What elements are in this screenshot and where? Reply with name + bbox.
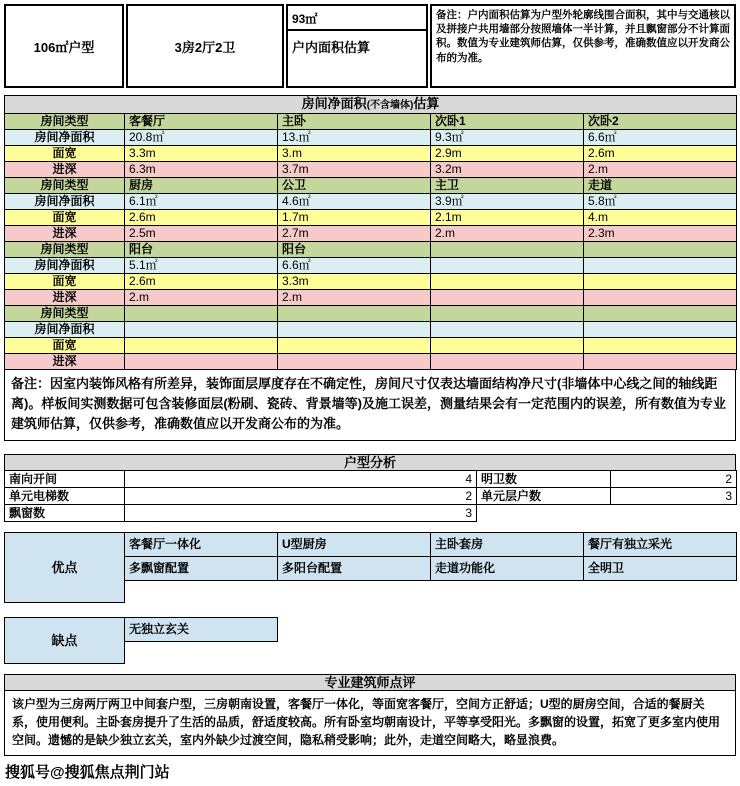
empty-cell (584, 642, 737, 664)
cons-label: 缺点 (5, 618, 125, 664)
unit-type-box (4, 4, 124, 88)
analysis-table (4, 470, 737, 522)
title-paren: (不含墙体) (366, 100, 414, 111)
empty-cell (431, 642, 584, 664)
room-table-footnote: 备注：因室内装饰风格有所差异，装饰面层厚度存在不确定性，房间尺寸仅表达墙面结构净尺寸(非墙体中心线之间的轴线距离)。样板间实测数据可包含装修面层(粉刷、瓷砖、背景墙等)及施工误差，测量结果会有一定范围内的误差，所有数值为专业建筑师估算，仅供参考，准确数值应以开发商公布的为准。 (4, 370, 736, 441)
analysis-label: 单元层户数 (477, 488, 611, 505)
review-section (4, 674, 736, 756)
row-label: 房间净面积 (5, 194, 125, 210)
table-row (5, 338, 737, 354)
width-cell: 2.1m (431, 210, 584, 226)
row-label: 房间类型 (5, 306, 125, 322)
empty-cell (278, 642, 431, 664)
table-row (5, 226, 737, 242)
room-type-cell: 次卧1 (431, 114, 584, 130)
table-row (5, 354, 737, 370)
pro-item: 餐厅有独立采光 (584, 533, 737, 557)
pro-item: 多飘窗配置 (125, 557, 278, 581)
row-label: 房间类型 (5, 178, 125, 194)
row-label: 进深 (5, 290, 125, 306)
table-row (5, 162, 737, 178)
table-row (5, 322, 737, 338)
table-row (5, 258, 737, 274)
depth-cell (431, 354, 584, 370)
analysis-value: 3 (125, 505, 477, 522)
empty-cell (278, 618, 431, 642)
net-area-cell: 3.9㎡ (431, 194, 584, 210)
review-title-bar: 专业建筑师点评 (4, 674, 736, 691)
room-type-cell (278, 306, 431, 322)
depth-cell (584, 354, 737, 370)
room-type-cell: 阳台 (125, 242, 278, 258)
width-cell: 2.9m (431, 146, 584, 162)
net-area-cell: 5.8㎡ (584, 194, 737, 210)
row-label: 进深 (5, 354, 125, 370)
empty-cell (584, 618, 737, 642)
width-cell: 3.3m (278, 274, 431, 290)
table-row (5, 306, 737, 322)
room-type-cell: 次卧2 (584, 114, 737, 130)
net-area-cell (431, 258, 584, 274)
row-label: 面宽 (5, 338, 125, 354)
empty-cell (125, 642, 278, 664)
depth-cell: 2.5m (125, 226, 278, 242)
depth-cell: 2.7m (278, 226, 431, 242)
row-label: 房间类型 (5, 242, 125, 258)
analysis-title-bar: 户型分析 (4, 454, 736, 471)
row-label: 进深 (5, 162, 125, 178)
pros-row (5, 533, 737, 557)
net-area-cell: 6.6㎡ (584, 130, 737, 146)
width-cell: 3.3m (125, 146, 278, 162)
width-cell (431, 338, 584, 354)
top-header (4, 4, 736, 88)
review-text: 该户型为三房两厅两卫中间套户型，三房朝南设置，客餐厅一体化，等面宽客餐厅，空间方正舒适；U型的厨房空间，合适的餐厨关系，使用便利。主卧套房提升了生活的品质，舒适度较高。所有卧室均朝南设计，平等享受阳光。多飘窗的设置，拓宽了更多室内使用空间。遗憾的是缺少独立玄关，室内外缺少过渡空间，隐私稍受影响；此外，走道空间略大，略显浪费。 (4, 690, 736, 756)
watermark: 搜狐号@搜狐焦点荆门站 (5, 764, 170, 782)
room-type-cell: 主卧 (278, 114, 431, 130)
room-type-cell (584, 242, 737, 258)
net-area-cell (125, 322, 278, 338)
width-cell: 3.m (278, 146, 431, 162)
layout-box (126, 4, 284, 88)
empty-cell (477, 505, 611, 522)
net-area-cell (584, 322, 737, 338)
analysis-value: 2 (125, 488, 477, 505)
room-type-cell: 厨房 (125, 178, 278, 194)
net-area-cell (278, 322, 431, 338)
unit-type-label: 106㎡户型 (33, 39, 95, 55)
row-label: 面宽 (5, 274, 125, 290)
net-area-cell: 13.㎡ (278, 130, 431, 146)
table-row (5, 290, 737, 306)
pro-item: U型厨房 (278, 533, 431, 557)
depth-cell: 3.2m (431, 162, 584, 178)
analysis-row (5, 488, 737, 505)
depth-cell: 2.m (431, 226, 584, 242)
table-row (5, 274, 737, 290)
net-area-cell (584, 258, 737, 274)
table-row (5, 114, 737, 130)
width-cell (278, 338, 431, 354)
analysis-label: 明卫数 (477, 471, 611, 488)
width-cell: 2.6m (125, 210, 278, 226)
net-area-cell: 5.1㎡ (125, 258, 278, 274)
title-tail: 估算 (413, 96, 440, 111)
room-table-title (5, 96, 737, 114)
width-cell (431, 274, 584, 290)
empty-cell (278, 581, 431, 603)
width-cell (125, 338, 278, 354)
room-area-table (4, 95, 737, 370)
table-row (5, 146, 737, 162)
table-row (5, 130, 737, 146)
room-type-cell: 阳台 (278, 242, 431, 258)
net-area-cell: 9.3㎡ (431, 130, 584, 146)
row-label: 房间净面积 (5, 258, 125, 274)
header-note: 备注：户内面积估算为户型外轮廓线围合面积，其中与交通核以及拼接户共用墙部分按照墙体一半计算，并且飘窗部分不计算面积。数值为专业建筑师估算，仅供参考，准确数值应以开发商公布的为准。 (430, 4, 736, 88)
width-cell: 1.7m (278, 210, 431, 226)
net-area-cell: 4.6㎡ (278, 194, 431, 210)
net-area-cell: 6.1㎡ (125, 194, 278, 210)
empty-cell (431, 581, 584, 603)
analysis-label: 飘窗数 (5, 505, 125, 522)
depth-cell (278, 354, 431, 370)
indoor-area-label: 户内面积估算 (292, 40, 371, 55)
empty-cell (125, 581, 278, 603)
net-area-cell: 6.6㎡ (278, 258, 431, 274)
row-label: 进深 (5, 226, 125, 242)
depth-cell: 6.3m (125, 162, 278, 178)
layout-label: 3房2厅2卫 (174, 39, 236, 55)
room-type-cell: 主卫 (431, 178, 584, 194)
depth-cell (584, 290, 737, 306)
pro-item: 全明卫 (584, 557, 737, 581)
width-cell: 2.6m (584, 146, 737, 162)
depth-cell (125, 354, 278, 370)
depth-cell: 2.m (584, 162, 737, 178)
analysis-label: 单元电梯数 (5, 488, 125, 505)
net-area-cell (431, 322, 584, 338)
table-row (5, 194, 737, 210)
depth-cell: 3.7m (278, 162, 431, 178)
cons-table (4, 617, 737, 664)
row-label: 房间净面积 (5, 130, 125, 146)
analysis-value: 3 (611, 488, 737, 505)
net-area-cell: 20.8㎡ (125, 130, 278, 146)
empty-cell (584, 581, 737, 603)
depth-cell: 2.3m (584, 226, 737, 242)
room-type-cell: 公卫 (278, 178, 431, 194)
analysis-section (4, 454, 736, 522)
depth-cell: 2.m (125, 290, 278, 306)
room-type-cell: 走道 (584, 178, 737, 194)
analysis-value: 4 (125, 471, 477, 488)
analysis-value: 2 (611, 471, 737, 488)
analysis-row (5, 471, 737, 488)
pro-item: 主卧套房 (431, 533, 584, 557)
indoor-area-box (286, 4, 428, 88)
room-type-cell: 客餐厅 (125, 114, 278, 130)
width-cell (584, 338, 737, 354)
pro-item: 多阳台配置 (278, 557, 431, 581)
title-main: 房间净面积 (301, 96, 367, 111)
depth-cell: 2.m (278, 290, 431, 306)
room-type-cell (584, 306, 737, 322)
pro-item: 走道功能化 (431, 557, 584, 581)
table-row (5, 242, 737, 258)
width-cell (584, 274, 737, 290)
empty-cell (431, 618, 584, 642)
row-label: 房间净面积 (5, 322, 125, 338)
table-row (5, 178, 737, 194)
row-label: 面宽 (5, 210, 125, 226)
con-item: 无独立玄关 (125, 618, 278, 642)
room-table-title-row (5, 96, 737, 114)
width-cell: 4.m (584, 210, 737, 226)
pros-label: 优点 (5, 533, 125, 603)
pros-table (4, 532, 737, 603)
width-cell: 2.6m (125, 274, 278, 290)
row-label: 面宽 (5, 146, 125, 162)
room-type-cell (431, 306, 584, 322)
cons-row (5, 618, 737, 642)
room-type-cell (125, 306, 278, 322)
depth-cell (431, 290, 584, 306)
analysis-row (5, 505, 737, 522)
analysis-label: 南向开间 (5, 471, 125, 488)
row-label: 房间类型 (5, 114, 125, 130)
empty-cell (611, 505, 737, 522)
table-row (5, 210, 737, 226)
indoor-area-value: 93㎡ (288, 6, 426, 31)
room-type-cell (431, 242, 584, 258)
pro-item: 客餐厅一体化 (125, 533, 278, 557)
